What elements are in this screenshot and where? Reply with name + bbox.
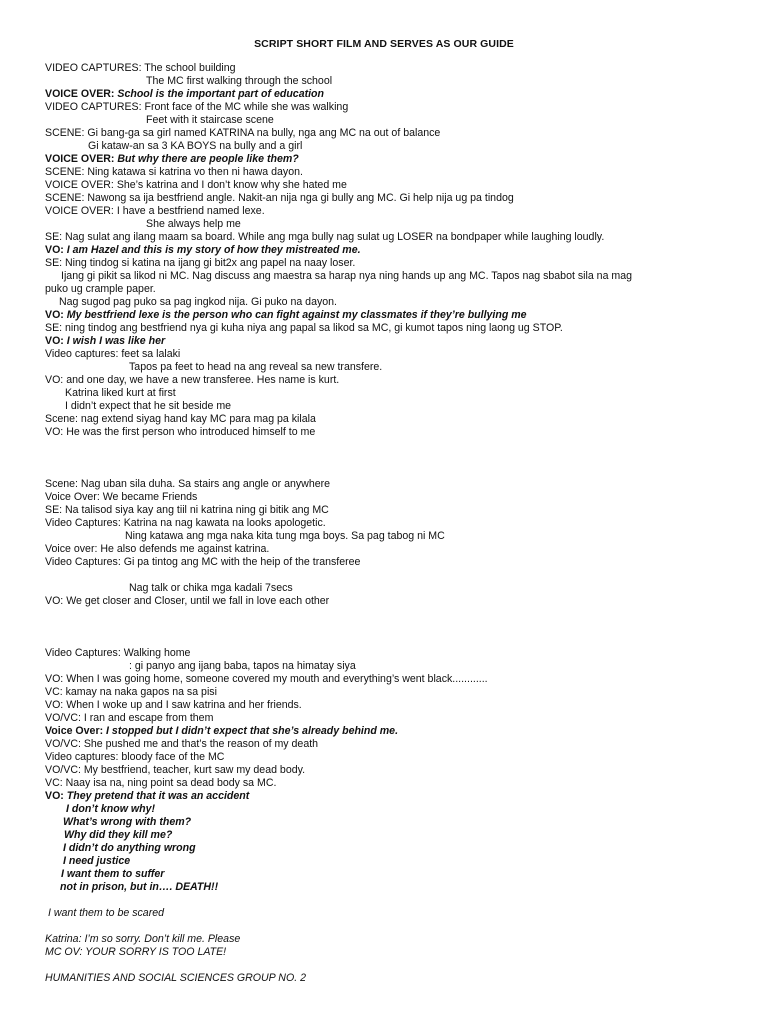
script-body bbox=[45, 62, 745, 985]
document-title: SCRIPT SHORT FILM AND SERVES AS OUR GUIDE bbox=[254, 38, 514, 50]
script-line bbox=[45, 842, 745, 855]
script-line bbox=[45, 881, 745, 894]
line-text: SCENE: Ning katawa si katrina vo then ni hawa dayon. bbox=[45, 166, 303, 178]
line-speaker: VO: bbox=[45, 309, 67, 321]
line-text: Scene: nag extend siyag hand kay MC para mag pa kilala bbox=[45, 413, 316, 425]
script-line bbox=[45, 257, 745, 270]
blank-line bbox=[45, 920, 745, 933]
script-line bbox=[45, 348, 745, 361]
line-text: I don’t know why! bbox=[66, 803, 156, 815]
script-line bbox=[45, 244, 745, 257]
line-text: But why there are people like them? bbox=[117, 153, 299, 165]
blank-line bbox=[45, 465, 745, 478]
line-text: Nag talk or chika mga kadali 7secs bbox=[129, 582, 293, 594]
script-line bbox=[45, 816, 745, 829]
line-text: SE: Ning tindog si katina na ijang gi bit2x ang papel na naay loser. bbox=[45, 257, 356, 269]
script-line bbox=[45, 413, 745, 426]
line-text: VIDEO CAPTURES: Front face of the MC while she was walking bbox=[45, 101, 349, 113]
script-line bbox=[45, 556, 745, 569]
script-line bbox=[45, 166, 745, 179]
script-line bbox=[45, 738, 745, 751]
script-line bbox=[45, 582, 745, 595]
line-text: VO/VC: My bestfriend, teacher, kurt saw my dead body. bbox=[45, 764, 306, 776]
script-line bbox=[45, 205, 745, 218]
script-line bbox=[45, 504, 745, 517]
script-line bbox=[45, 127, 745, 140]
script-line bbox=[45, 803, 745, 816]
line-text: HUMANITIES AND SOCIAL SCIENCES GROUP NO. 2 bbox=[45, 972, 306, 984]
script-line bbox=[45, 712, 745, 725]
script-line bbox=[45, 400, 745, 413]
line-text: Ning katawa ang mga naka kita tung mga boys. Sa pag tabog ni MC bbox=[125, 530, 445, 542]
script-line bbox=[45, 751, 745, 764]
script-line bbox=[45, 972, 745, 985]
line-text: puko ug crample paper. bbox=[45, 283, 156, 295]
script-line bbox=[45, 699, 745, 712]
line-text: I didn’t expect that he sit beside me bbox=[65, 400, 232, 412]
line-text: Nag sugod pag puko sa pag ingkod nija. Gi puko na dayon. bbox=[59, 296, 337, 308]
line-speaker: Voice Over: bbox=[45, 725, 107, 737]
line-text: VO: He was the first person who introduced himself to me bbox=[45, 426, 316, 438]
script-line bbox=[45, 907, 745, 920]
script-line bbox=[45, 153, 745, 166]
script-line bbox=[45, 231, 745, 244]
script-line bbox=[45, 725, 745, 738]
line-text: SE: ning tindog ang bestfriend nya gi kuha niya ang papal sa likod sa MC, gi kumot tapos ning laong ug STOP. bbox=[45, 322, 563, 334]
script-line bbox=[45, 686, 745, 699]
line-text: Feet with it staircase scene bbox=[146, 114, 274, 126]
line-text: VO: We get closer and Closer, until we fall in love each other bbox=[45, 595, 330, 607]
script-line bbox=[45, 387, 745, 400]
script-line bbox=[45, 855, 745, 868]
line-text: SE: Na talisod siya kay ang tiil ni katrina ning gi bitik ang MC bbox=[45, 504, 329, 516]
line-speaker: VO: bbox=[45, 244, 67, 256]
line-text: SCENE: Nawong sa ija bestfriend angle. Nakit-an nija nga gi bully ang MC. Gi help nija ug pa tindog bbox=[45, 192, 514, 204]
line-text: VO/VC: I ran and escape from them bbox=[45, 712, 214, 724]
line-text: My bestfriend lexe is the person who can fight against my classmates if they’re bullying me bbox=[66, 309, 527, 321]
script-line bbox=[45, 75, 745, 88]
line-text: Katrina liked kurt at first bbox=[65, 387, 176, 399]
script-line bbox=[45, 595, 745, 608]
line-text: Video Captures: Gi pa tintog ang MC with the heip of the transferee bbox=[45, 556, 361, 568]
script-line bbox=[45, 517, 745, 530]
line-text: Video captures: bloody face of the MC bbox=[45, 751, 225, 763]
line-text: I didn’t do anything wrong bbox=[63, 842, 196, 854]
line-text: VC: Naay isa na, ning point sa dead body sa MC. bbox=[45, 777, 277, 789]
line-text: Voice Over: We became Friends bbox=[45, 491, 198, 503]
blank-line bbox=[45, 621, 745, 634]
line-speaker: VO: bbox=[45, 790, 67, 802]
line-text: She always help me bbox=[146, 218, 241, 230]
line-text: VO: When I woke up and I saw katrina and her friends. bbox=[45, 699, 302, 711]
script-line bbox=[45, 101, 745, 114]
line-text: I stopped but I didn’t expect that she’s already behind me. bbox=[106, 725, 399, 737]
line-text: I want them to be scared bbox=[48, 907, 165, 919]
line-text: I wish I was like her bbox=[66, 335, 166, 347]
script-line bbox=[45, 309, 745, 322]
script-line bbox=[45, 192, 745, 205]
line-text: : gi panyo ang ijang baba, tapos na himatay siya bbox=[129, 660, 356, 672]
script-line bbox=[45, 296, 745, 309]
blank-line bbox=[45, 634, 745, 647]
script-line bbox=[45, 530, 745, 543]
script-line bbox=[45, 218, 745, 231]
line-text: Gi kataw-an sa 3 KA BOYS na bully and a girl bbox=[88, 140, 303, 152]
blank-line bbox=[45, 452, 745, 465]
blank-line bbox=[45, 569, 745, 582]
script-line bbox=[45, 946, 745, 959]
script-line bbox=[45, 673, 745, 686]
script-line bbox=[45, 361, 745, 374]
line-text: Scene: Nag uban sila duha. Sa stairs ang angle or anywhere bbox=[45, 478, 331, 490]
line-text: VO/VC: She pushed me and that’s the reason of my death bbox=[45, 738, 319, 750]
script-line bbox=[45, 270, 745, 283]
script-line bbox=[45, 764, 745, 777]
line-text: I need justice bbox=[63, 855, 131, 867]
line-text: MC OV: YOUR SORRY IS TOO LATE! bbox=[45, 946, 227, 958]
script-line bbox=[45, 62, 745, 75]
line-text: VOICE OVER: She’s katrina and I don’t know why she hated me bbox=[45, 179, 347, 191]
script-line bbox=[45, 374, 745, 387]
blank-line bbox=[45, 894, 745, 907]
line-speaker: VOICE OVER: bbox=[45, 88, 118, 100]
line-text: They pretend that it was an accident bbox=[66, 790, 250, 802]
script-line bbox=[45, 478, 745, 491]
blank-line bbox=[45, 439, 745, 452]
script-line bbox=[45, 491, 745, 504]
script-line bbox=[45, 335, 745, 348]
script-line bbox=[45, 543, 745, 556]
line-text: School is the important part of education bbox=[117, 88, 324, 100]
script-line bbox=[45, 790, 745, 803]
line-text: SE: Nag sulat ang ilang maam sa board. While ang mga bully nag sulat ug LOSER na bondpaper while laughing loudly. bbox=[45, 231, 605, 243]
script-line bbox=[45, 283, 745, 296]
line-text: VC: kamay na naka gapos na sa pisi bbox=[45, 686, 217, 698]
line-text: I want them to suffer bbox=[61, 868, 165, 880]
line-text: Voice over: He also defends me against katrina. bbox=[45, 543, 270, 555]
line-text: not in prison, but in…. DEATH!! bbox=[60, 881, 219, 893]
script-line bbox=[45, 868, 745, 881]
line-text: Ijang gi pikit sa likod ni MC. Nag discuss ang maestra sa harap nya ning hands up ang MC. Tapos nag sbabot sila na mag bbox=[61, 270, 633, 282]
script-line bbox=[45, 88, 745, 101]
script-line bbox=[45, 777, 745, 790]
blank-line bbox=[45, 959, 745, 972]
script-line bbox=[45, 647, 745, 660]
line-text: VO: When I was going home, someone covered my mouth and everything’s went black............ bbox=[45, 673, 488, 685]
script-line bbox=[45, 179, 745, 192]
line-text: Why did they kill me? bbox=[64, 829, 173, 841]
line-text: Tapos pa feet to head na ang reveal sa new transfere. bbox=[129, 361, 383, 373]
line-text: Video Captures: Katrina na nag kawata na looks apologetic. bbox=[45, 517, 326, 529]
script-line bbox=[45, 114, 745, 127]
line-text: VO: and one day, we have a new transferee. Hes name is kurt. bbox=[45, 374, 340, 386]
line-text: VIDEO CAPTURES: The school building bbox=[45, 62, 236, 74]
script-line bbox=[45, 322, 745, 335]
blank-line bbox=[45, 608, 745, 621]
line-text: What’s wrong with them? bbox=[63, 816, 192, 828]
line-text: I am Hazel and this is my story of how they mistreated me. bbox=[66, 244, 361, 256]
script-line bbox=[45, 426, 745, 439]
line-text: The MC first walking through the school bbox=[146, 75, 333, 87]
script-line bbox=[45, 660, 745, 673]
line-text: Katrina: I’m so sorry. Don’t kill me. Please bbox=[45, 933, 241, 945]
script-line bbox=[45, 933, 745, 946]
script-line bbox=[45, 140, 745, 153]
line-text: SCENE: Gi bang-ga sa girl named KATRINA na bully, nga ang MC na out of balance bbox=[45, 127, 441, 139]
line-text: Video captures: feet sa lalaki bbox=[45, 348, 181, 360]
line-speaker: VO: bbox=[45, 335, 67, 347]
script-line bbox=[45, 829, 745, 842]
line-speaker: VOICE OVER: bbox=[45, 153, 118, 165]
line-text: Video Captures: Walking home bbox=[45, 647, 191, 659]
line-text: VOICE OVER: I have a bestfriend named lexe. bbox=[45, 205, 265, 217]
